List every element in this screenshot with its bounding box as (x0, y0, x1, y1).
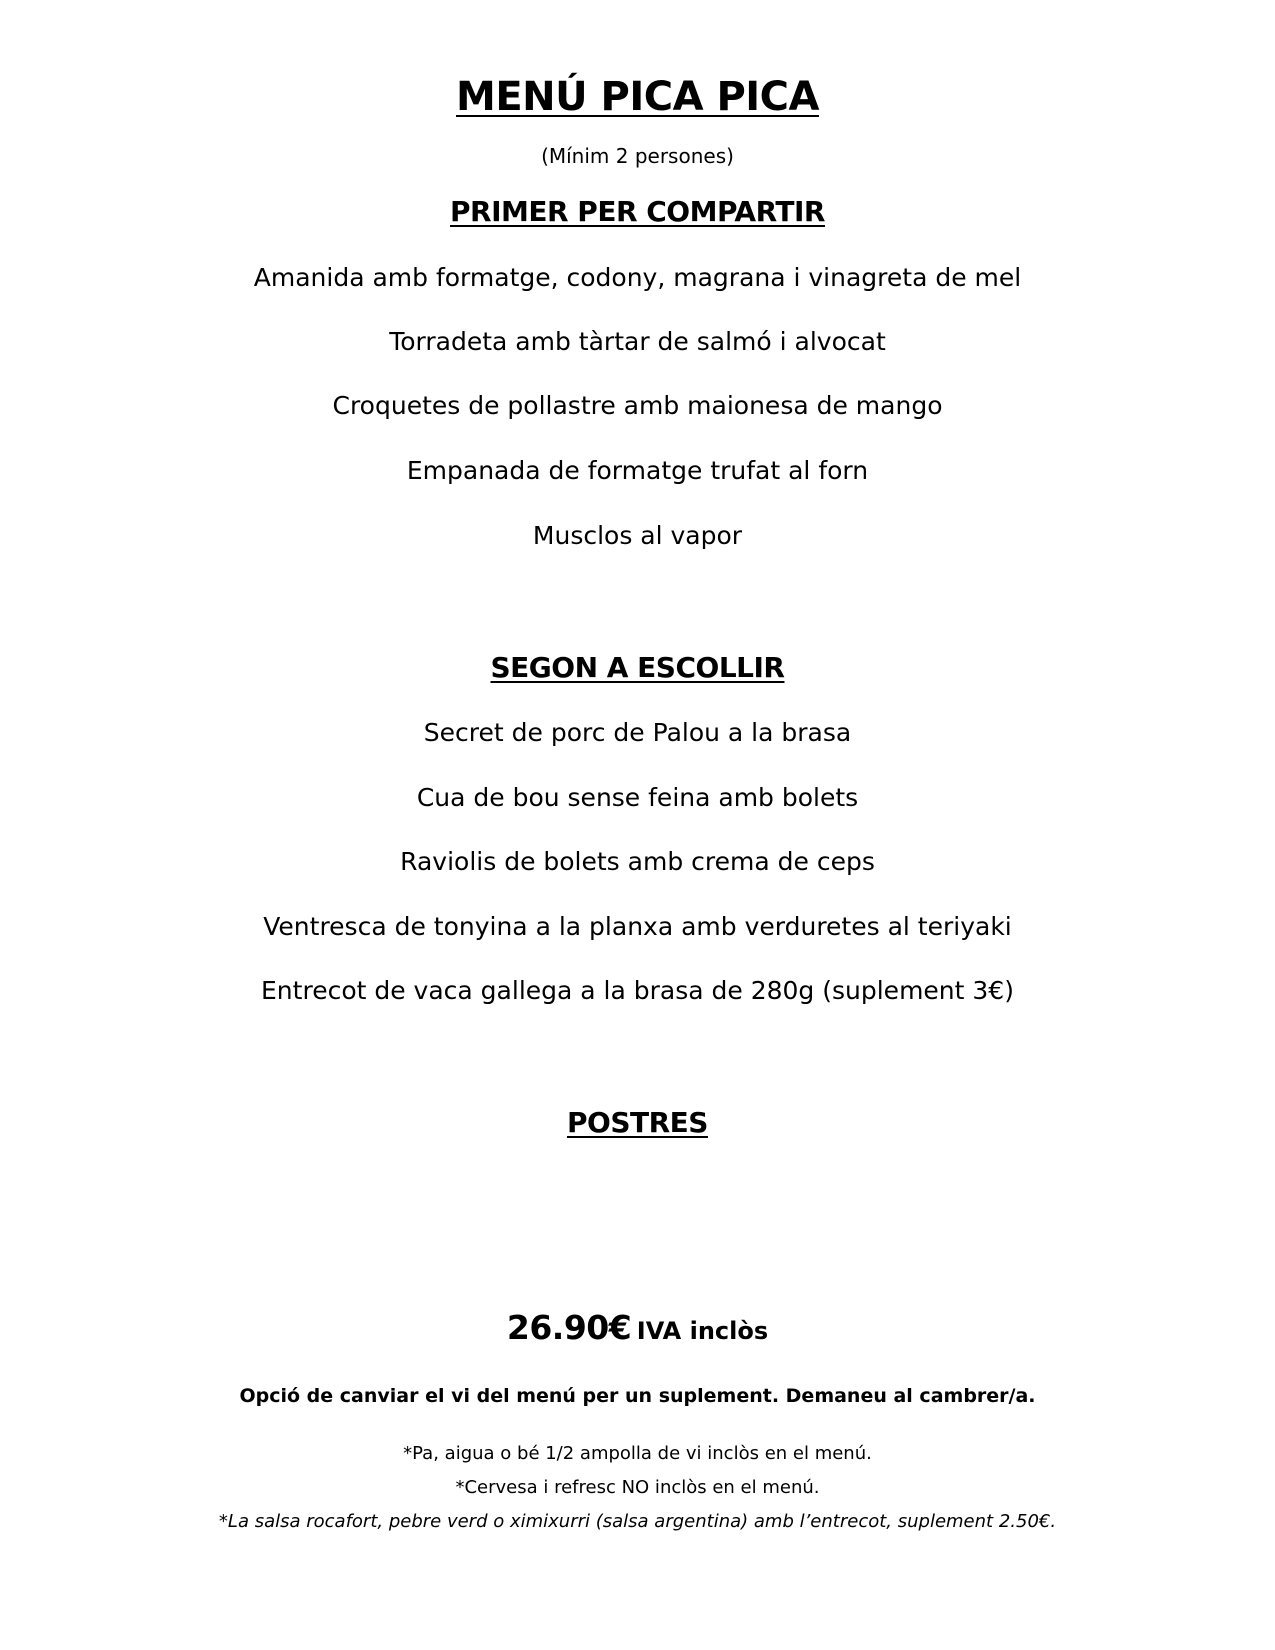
menu-item: Torradeta amb tàrtar de salmó i alvocat (389, 327, 886, 356)
section-heading-primer: PRIMER PER COMPARTIR (450, 195, 825, 228)
menu-item: Empanada de formatge trufat al forn (406, 456, 869, 485)
menu-price (0, 1308, 1275, 1347)
menu-title: MENÚ PICA PICA (456, 74, 819, 120)
section-heading-postres: POSTRES (567, 1106, 708, 1139)
menu-item: Croquetes de pollastre amb maionesa de mango (332, 391, 943, 420)
note-bread-water-wine: *Pa, aigua o bé 1/2 ampolla de vi inclòs en el menú. (403, 1443, 872, 1464)
menu-item: Musclos al vapor (532, 521, 743, 550)
price-tax-label: IVA inclòs (636, 1317, 769, 1345)
note-beer-soda: *Cervesa i refresc NO inclòs en el menú. (455, 1477, 820, 1498)
menu-item: Cua de bou sense feina amb bolets (416, 783, 859, 812)
note-sauce-supplement: *La salsa rocafort, pebre verd o ximixurri (salsa argentina) amb l’entrecot, suplement 2.50€. (218, 1511, 1057, 1532)
menu-item: Raviolis de bolets amb crema de ceps (400, 847, 875, 876)
menu-item: Amanida amb formatge, codony, magrana i vinagreta de mel (253, 263, 1022, 292)
menu-item: Secret de porc de Palou a la brasa (423, 718, 852, 747)
section-heading-segon: SEGON A ESCOLLIR (490, 651, 785, 684)
menu-item: Ventresca de tonyina a la planxa amb verduretes al teriyaki (263, 912, 1012, 941)
price-amount: 26.90€ (506, 1308, 632, 1347)
menu-subtitle: (Mínim 2 persones) (541, 144, 734, 168)
wine-option-text: Opció de canviar el vi del menú per un suplement. Demaneu al cambrer/a. (239, 1385, 1036, 1407)
menu-item: Entrecot de vaca gallega a la brasa de 280g (suplement 3€) (261, 976, 1014, 1005)
